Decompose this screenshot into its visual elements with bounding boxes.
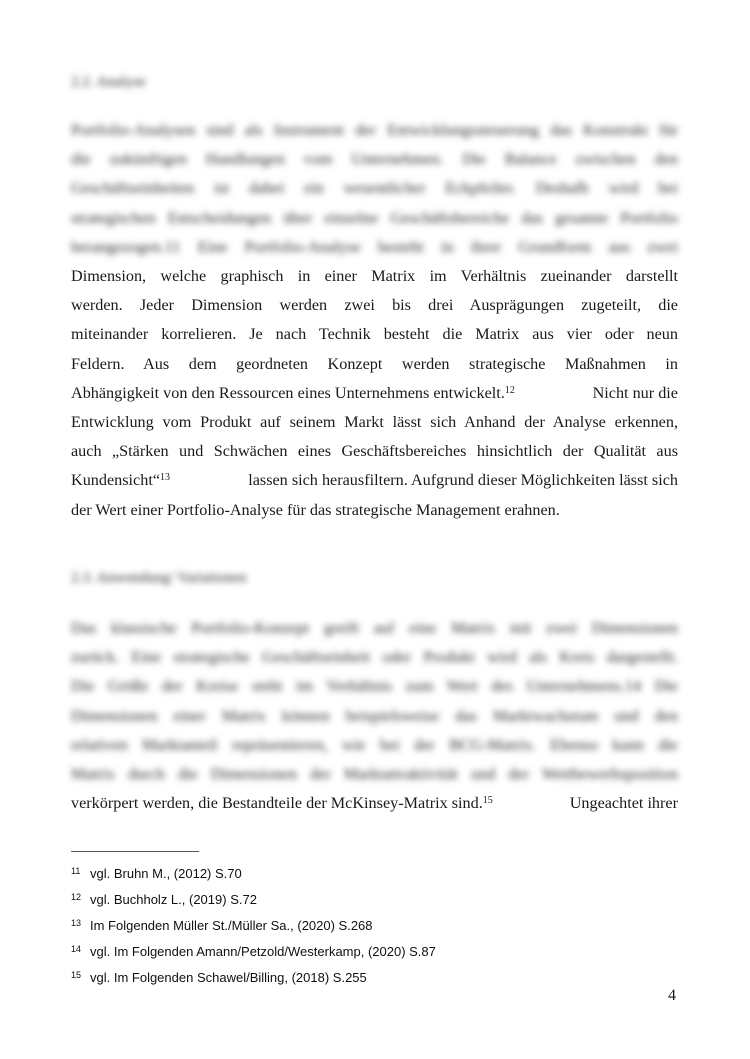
footnote-text: Im Folgenden Müller St./Müller Sa., (2020) S.268 (90, 918, 373, 933)
text-segment (71, 379, 515, 408)
footnote-number: 15 (71, 970, 82, 980)
text-fragment: Kundensicht“ (71, 471, 161, 490)
blurred-line: Portfolio-Analysen sind als Instrument der Entwicklungssteuerung das Konstrukt für (71, 121, 678, 139)
footnote-12 (71, 889, 257, 908)
blurred-paragraph-anwendung (71, 614, 678, 789)
footnote-14 (71, 941, 436, 960)
text-line: Feldern. Aus dem geordneten Konzept werden strategische Maßnahmen in (71, 354, 678, 373)
text-line: Dimension, welche graphisch in einer Matrix im Verhältnis zueinander darstellt (71, 267, 678, 285)
footnote-11 (71, 863, 242, 882)
paragraph-anwendung-clear (71, 789, 678, 818)
footnote-ref-12[interactable]: 12 (504, 384, 515, 396)
text-fragment: Abhängigkeit von den Ressourcen eines Unternehmens entwickelt. (71, 383, 505, 402)
text-segment: Ungeachtet ihrer (569, 794, 678, 812)
text-line: werden. Jeder Dimension werden zwei bis drei Ausprägungen zugeteilt, die (71, 296, 678, 315)
blurred-line: Die Größe der Kreise steht im Verhältnis zum Wert des Unternehmens.14 Die (71, 677, 678, 696)
text-segment: Nicht nur die (592, 383, 678, 402)
text-segment: lassen sich herausfiltern. Aufgrund dieser Möglichkeiten lässt sich (248, 471, 678, 490)
text-segment (71, 789, 493, 818)
blurred-line: Dimensionen einer Matrix können beispielsweise das Marktwachstum und den (71, 706, 678, 725)
footnote-ref-13[interactable]: 13 (160, 472, 171, 484)
section-heading-analyse: 2.2. Analyse (71, 74, 146, 90)
text-line (71, 379, 678, 408)
text-line: miteinander korrelieren. Je nach Technik besteht die Matrix aus vier oder neun (71, 325, 678, 344)
footnote-text: vgl. Im Folgenden Amann/Petzold/Westerkamp, (2020) S.87 (90, 944, 436, 959)
section-heading-anwendung: 2.3. Anwendung/ Variationen (71, 570, 247, 586)
blurred-line: herangezogen.11 Eine Portfolio-Analyse besteht in ihrer Grundform aus zwei (71, 237, 678, 256)
text-line: Entwicklung vom Produkt auf seinem Markt lässt sich Anhand der Analyse erkennen, (71, 412, 678, 431)
footnote-number: 14 (71, 944, 82, 954)
blurred-line: Matrix durch die Dimensionen der Marktattraktivität und der Wettbewerbsposition (71, 764, 678, 783)
page-number: 4 (668, 987, 676, 1004)
text-line: auch „Stärken und Schwächen eines Geschäftsbereiches hinsichtlich der Qualität aus (71, 442, 678, 461)
blurred-line: zurück. Eine strategische Geschäftseinheit oder Produkt wird als Kreis dargestellt. (71, 648, 678, 667)
footnote-text: vgl. Im Folgenden Schawel/Billing, (2018) S.255 (90, 970, 367, 985)
text-line (71, 466, 678, 495)
footnote-ref-15[interactable]: 15 (482, 795, 493, 806)
footnote-divider (71, 851, 199, 852)
text-line (71, 789, 678, 818)
blurred-line: relativen Marktanteil repräsentieren, wie bei der BCG-Matrix. Ebenso kann die (71, 735, 678, 754)
footnote-text: vgl. Bruhn M., (2012) S.70 (90, 866, 242, 881)
text-line: der Wert einer Portfolio-Analyse für das strategische Management erahnen. (71, 500, 560, 519)
footnote-15 (71, 967, 367, 986)
blurred-line: strategischen Entscheidungen über einzelne Geschäftsbereiche das gesamte Portfolio (71, 208, 678, 227)
footnote-number: 11 (71, 866, 81, 876)
footnote-13 (71, 915, 373, 934)
blurred-paragraph-analyse (71, 116, 678, 262)
blurred-line: die zukünftigen Handlungen vom Unternehmen. Die Balance zwischen den (71, 150, 678, 169)
blurred-line: Das klassische Portfolio-Konzept greift auf eine Matrix mit zwei Dimensionen (71, 619, 678, 637)
footnote-number: 12 (71, 892, 82, 902)
text-fragment: verkörpert werden, die Bestandteile der McKinsey-Matrix sind. (71, 794, 483, 812)
text-segment (71, 466, 170, 495)
paragraph-analyse (71, 262, 678, 525)
blurred-line: Geschäftseinheiten ist dabei ein wesentlicher Eckpfeiler. Deshalb wird bei (71, 179, 678, 198)
footnote-number: 13 (71, 918, 82, 928)
footnote-text: vgl. Buchholz L., (2019) S.72 (90, 892, 257, 907)
